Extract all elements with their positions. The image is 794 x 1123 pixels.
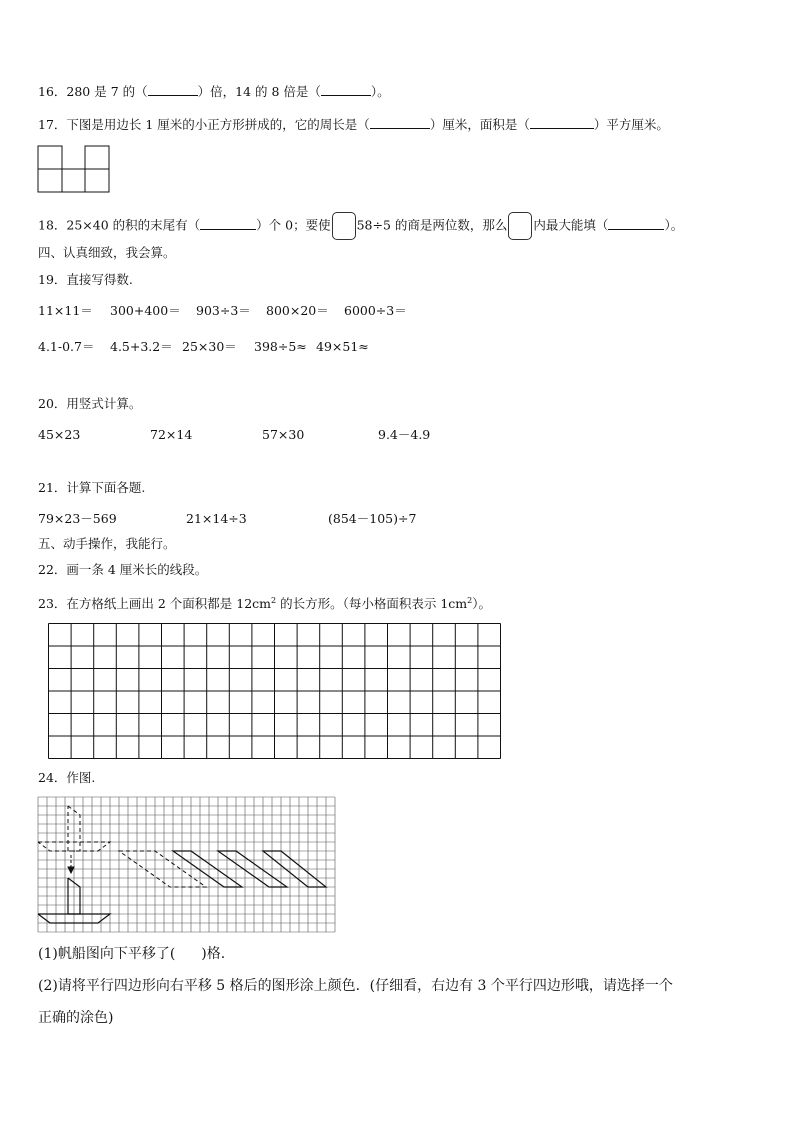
question-number: 24． (38, 770, 67, 785)
math-item: 72×14 (150, 427, 193, 442)
math-item: 9.4－4.9 (378, 427, 431, 442)
down-arrow-icon (68, 855, 74, 873)
q24-sub-1: (1)帆船图向下平移了( )格. (38, 946, 226, 962)
question-17: 17．下图是用边长 1 厘米的小正方形拼成的，它的周长是（ ）厘米，面积是（ ）平方厘米。 (38, 117, 669, 132)
question-number: 22． (38, 562, 67, 577)
q20-items (38, 427, 430, 443)
answer-blank[interactable] (608, 217, 664, 230)
section-5-title: 五、动手操作，我能行。 (38, 536, 176, 551)
math-item: 57×30 (262, 427, 305, 442)
math-item: 903÷3＝ (196, 303, 251, 318)
question-19: 19．直接写得数. (38, 272, 133, 287)
q24-sub-2: (2)请将平行四边形向右平移 5 格后的图形涂上颜色．(仔细看，右边有 3 个平行四边形哦，请选择一个 (38, 978, 673, 994)
answer-blank[interactable] (321, 83, 371, 96)
math-item: 25×30＝ (182, 339, 237, 354)
question-16: 16．280 是 7 的（ ）倍，14 的 8 倍是（ ）。 (38, 84, 390, 99)
math-item: 6000÷3＝ (344, 303, 407, 318)
math-item: 4.1-0.7＝ (38, 339, 95, 354)
digit-box[interactable] (508, 212, 532, 240)
math-item: 49×51≈ (316, 339, 369, 354)
math-item: 79×23－569 (38, 511, 117, 526)
square-grid-paper[interactable] (48, 623, 502, 759)
math-item: 800×20＝ (266, 303, 329, 318)
answer-blank[interactable] (200, 217, 256, 230)
q21-items (38, 511, 416, 527)
answer-blank[interactable] (148, 83, 198, 96)
math-item: 398÷5≈ (254, 339, 307, 354)
math-item: 300+400＝ (110, 303, 181, 318)
math-item: 11×11＝ (38, 303, 93, 318)
q24-sub-2-continued: 正确的涂色) (38, 1010, 114, 1026)
section-4-title: 四、认真细致，我会算。 (38, 245, 176, 260)
question-number: 16． (38, 84, 67, 99)
question-number: 23． (38, 596, 67, 612)
question-23: 23．在方格纸上画出 2 个面积都是 $12cm^2$ 的长方形。（每小格面积表示 $1cm^2$）。 (38, 596, 492, 612)
question-24: 24．作图. (38, 770, 96, 785)
q19-row-1 (38, 303, 407, 319)
answer-blank[interactable] (370, 116, 430, 129)
q19-row-2 (38, 339, 369, 355)
question-number: 18． (38, 217, 67, 233)
question-number: 20． (38, 396, 67, 411)
answer-blank[interactable] (530, 116, 594, 129)
question-number: 17． (38, 117, 67, 132)
math-item: 4.5+3.2＝ (110, 339, 173, 354)
question-21: 21．计算下面各题. (38, 480, 146, 495)
math-item: (854－105)÷7 (328, 511, 417, 526)
digit-box[interactable] (332, 212, 356, 240)
question-22: 22．画一条 4 厘米长的线段。 (38, 562, 208, 577)
translation-grid-figure (38, 797, 338, 932)
question-20: 20．用竖式计算。 (38, 396, 142, 411)
square-figure (37, 145, 113, 195)
math-item: 21×14÷3 (186, 511, 247, 526)
math-item: 45×23 (38, 427, 81, 442)
question-number: 19． (38, 272, 67, 287)
question-number: 21． (38, 480, 67, 495)
question-18: 18．25×40 的积的末尾有（ ）个 0；要使 58÷5 的商是两位数，那么 内最大能填（ ）。 (38, 212, 683, 240)
